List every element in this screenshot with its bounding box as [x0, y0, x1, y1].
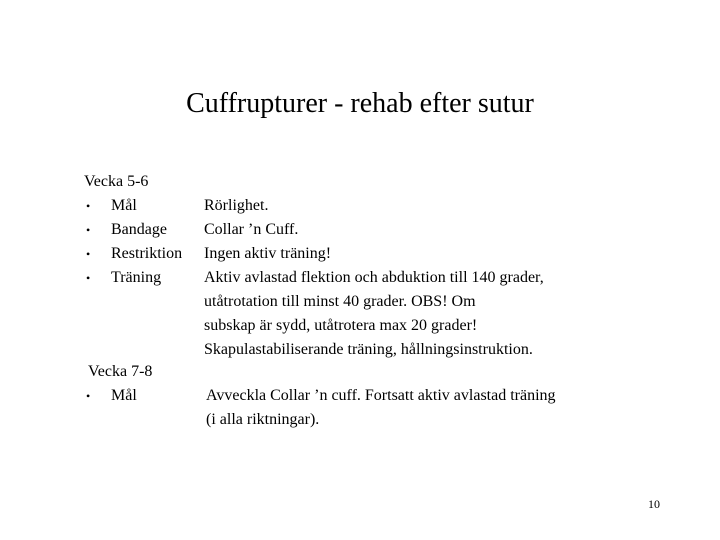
item-label: Restriktion [111, 245, 183, 262]
bullet-icon: • [86, 271, 91, 285]
section-heading-week-5-6: Vecka 5-6 [84, 173, 149, 190]
item-value-line: Rörlighet. [204, 197, 269, 214]
item-value [204, 194, 268, 218]
item-value-line: Collar ’n Cuff. [204, 221, 299, 238]
item-label: Bandage [111, 221, 167, 238]
page-number: 10 [648, 497, 660, 511]
list-item-training [86, 266, 686, 362]
item-label: Mål [111, 197, 137, 214]
list-item-bandage [86, 218, 686, 242]
section-heading-week-7-8: Vecka 7-8 [88, 363, 153, 380]
bullet-icon: • [86, 199, 91, 213]
item-value-line: Avveckla Collar ’n cuff. Fortsatt aktiv avlastad träning [206, 387, 556, 404]
item-value-line: Aktiv avlastad flektion och abduktion till 140 grader, [204, 269, 544, 286]
bullet-icon: • [86, 247, 91, 261]
slide-title: Cuffrupturer - rehab efter sutur [186, 88, 534, 119]
item-label: Mål [111, 387, 137, 404]
bullet-icon: • [86, 223, 91, 237]
item-label: Träning [111, 269, 162, 286]
item-value-line: (i alla riktningar). [206, 411, 320, 428]
item-value [204, 242, 331, 266]
item-value-line: utåtrotation till minst 40 grader. OBS! Om [204, 293, 476, 310]
list-item-restriction [86, 242, 686, 266]
item-value [206, 384, 556, 432]
list-item-goal [86, 194, 686, 218]
item-value-line: Ingen aktiv träning! [204, 245, 332, 262]
item-value-line: Skapulastabiliserande träning, hållningsinstruktion. [204, 341, 533, 358]
item-value-line: subskap är sydd, utåtrotera max 20 grader! [204, 317, 478, 334]
bullet-icon: • [86, 389, 91, 403]
item-value [204, 218, 298, 242]
item-value [204, 266, 544, 362]
list-item-goal-week-7-8 [86, 384, 696, 432]
